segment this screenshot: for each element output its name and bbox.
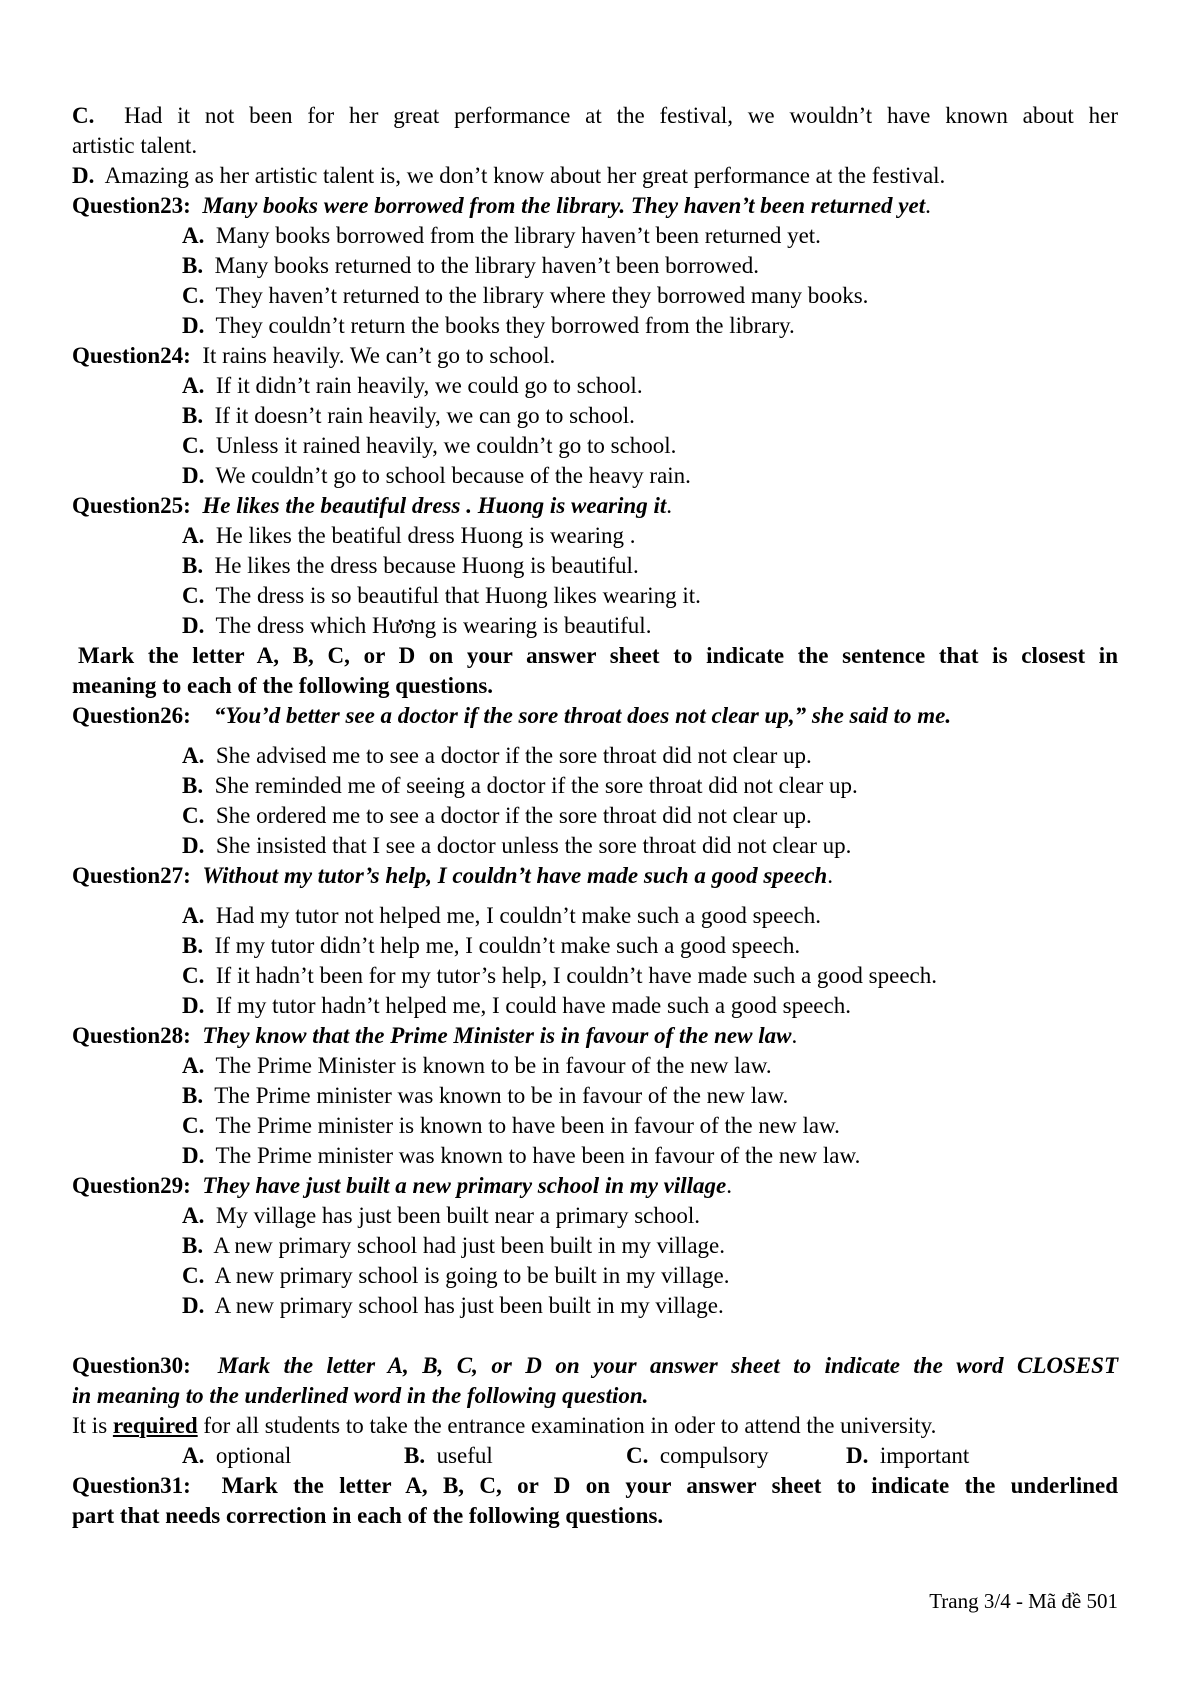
page-footer: Trang 3/4 - Mã đề 501	[929, 1589, 1118, 1613]
question-25-prompt: He likes the beautiful dress . Huong is wearing it	[202, 493, 667, 518]
exam-page	[72, 101, 1118, 1531]
q22-option-d: D. Amazing as her artistic talent is, we don’t know about her great performance at the festival.	[72, 163, 946, 188]
question-24: Question24: It rains heavily. We can’t go to school.	[72, 343, 556, 368]
q30-options	[72, 1441, 1118, 1471]
q23-option-d: D. They couldn’t return the books they borrowed from the library.	[182, 313, 795, 338]
question-29: Question29: They have just built a new primary school in my village.	[72, 1173, 732, 1198]
question-28-prompt: They know that the Prime Minister is in favour of the new law	[202, 1023, 792, 1048]
q26-option-b: B. She reminded me of seeing a doctor if the sore throat did not clear up.	[182, 773, 858, 798]
q27-option-b: B. If my tutor didn’t help me, I couldn’t make such a good speech.	[182, 933, 801, 958]
question-26: Question26: “You’d better see a doctor if the sore throat does not clear up,” she said to me.	[72, 703, 952, 728]
q29-option-a: A. My village has just been built near a primary school.	[182, 1203, 701, 1228]
question-30-sentence: It is required for all students to take the entrance examination in oder to attend the university.	[72, 1413, 937, 1438]
question-30-prompt-line2: in meaning to the underlined word in the following question.	[72, 1383, 649, 1408]
question-30: Question30: Mark the letter A, B, C, or D on your answer sheet to indicate the word CLOSEST	[72, 1353, 1118, 1378]
section-instruction-line1: Mark the letter A, B, C, or D on your answer sheet to indicate the sentence that is closest in	[78, 643, 1118, 668]
q24-option-c: C. Unless it rained heavily, we couldn’t go to school.	[182, 433, 677, 458]
q25-option-a: A. He likes the beatiful dress Huong is wearing .	[182, 523, 636, 548]
q30-option-c: C. compulsory	[626, 1443, 769, 1468]
q25-option-c: C. The dress is so beautiful that Huong likes wearing it.	[182, 583, 701, 608]
question-24-prompt: It rains heavily. We can’t go to school.	[202, 343, 556, 368]
q26-option-a: A. She advised me to see a doctor if the sore throat did not clear up.	[182, 743, 812, 768]
q23-option-c: C. They haven’t returned to the library where they borrowed many books.	[182, 283, 869, 308]
question-27-prompt: Without my tutor’s help, I couldn’t have made such a good speech	[202, 863, 828, 888]
q27-option-a: A. Had my tutor not helped me, I couldn’t make such a good speech.	[182, 903, 821, 928]
q24-option-b: B. If it doesn’t rain heavily, we can go to school.	[182, 403, 635, 428]
q23-option-a: A. Many books borrowed from the library haven’t been returned yet.	[182, 223, 821, 248]
q28-option-c: C. The Prime minister is known to have been in favour of the new law.	[182, 1113, 840, 1138]
q30-option-b: B. useful	[404, 1443, 493, 1468]
q22-option-c-line1: C. Had it not been for her great performance at the festival, we wouldn’t have known about her	[72, 103, 1118, 128]
q25-option-d: D. The dress which Hương is wearing is beautiful.	[182, 613, 652, 638]
q27-option-c: C. If it hadn’t been for my tutor’s help, I couldn’t have made such a good speech.	[182, 963, 937, 988]
q30-option-d: D. important	[846, 1443, 970, 1468]
q28-option-d: D. The Prime minister was known to have been in favour of the new law.	[182, 1143, 861, 1168]
q23-option-b: B. Many books returned to the library haven’t been borrowed.	[182, 253, 759, 278]
q28-option-a: A. The Prime Minister is known to be in favour of the new law.	[182, 1053, 772, 1078]
q24-option-d: D. We couldn’t go to school because of the heavy rain.	[182, 463, 691, 488]
q29-option-c: C. A new primary school is going to be built in my village.	[182, 1263, 730, 1288]
question-30-prompt-line1: Mark the letter A, B, C, or D on your answer sheet to indicate the word CLOSEST	[217, 1353, 1118, 1378]
question-23: Question23: Many books were borrowed from the library. They haven’t been returned yet.	[72, 193, 931, 218]
q26-option-d: D. She insisted that I see a doctor unless the sore throat did not clear up.	[182, 833, 852, 858]
question-25: Question25: He likes the beautiful dress . Huong is wearing it.	[72, 493, 672, 518]
q26-option-c: C. She ordered me to see a doctor if the sore throat did not clear up.	[182, 803, 812, 828]
q22-option-c-line2: artistic talent.	[72, 133, 198, 158]
question-23-prompt: Many books were borrowed from the library. They haven’t been returned yet	[202, 193, 926, 218]
underlined-word: required	[112, 1413, 198, 1438]
q27-option-d: D. If my tutor hadn’t helped me, I could have made such a good speech.	[182, 993, 851, 1018]
q29-option-b: B. A new primary school had just been built in my village.	[182, 1233, 725, 1258]
question-26-prompt: “You’d better see a doctor if the sore throat does not clear up,” she said to me.	[213, 703, 952, 728]
question-31-line2: part that needs correction in each of the following questions.	[72, 1503, 664, 1528]
q30-option-a: A. optional	[182, 1443, 292, 1468]
q24-option-a: A. If it didn’t rain heavily, we could go to school.	[182, 373, 643, 398]
question-31: Question31: Mark the letter A, B, C, or D on your answer sheet to indicate the underlined	[72, 1473, 1119, 1498]
question-29-prompt: They have just built a new primary school in my village	[202, 1173, 727, 1198]
question-27: Question27: Without my tutor’s help, I couldn’t have made such a good speech.	[72, 863, 833, 888]
q25-option-b: B. He likes the dress because Huong is beautiful.	[182, 553, 639, 578]
question-28: Question28: They know that the Prime Minister is in favour of the new law.	[72, 1023, 798, 1048]
section-instruction-line2: meaning to each of the following questions.	[72, 673, 494, 698]
q28-option-b: B. The Prime minister was known to be in favour of the new law.	[182, 1083, 789, 1108]
q29-option-d: D. A new primary school has just been built in my village.	[182, 1293, 724, 1318]
